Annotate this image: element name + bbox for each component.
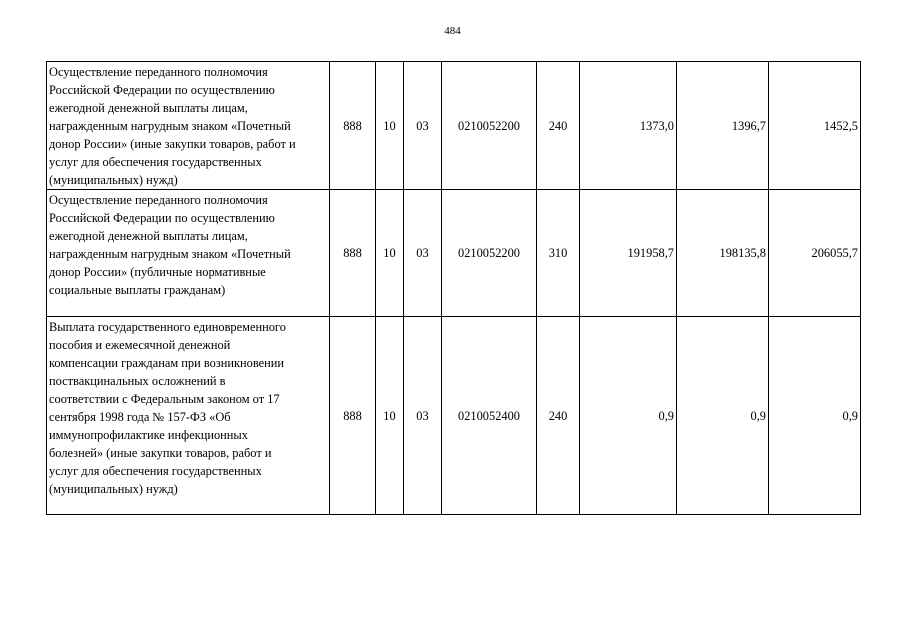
- section-code: 10: [376, 62, 404, 190]
- expense-type-code: 240: [537, 62, 580, 190]
- amount-year-3: 206055,7: [769, 190, 861, 317]
- expense-type-code: 310: [537, 190, 580, 317]
- amount-year-3: 0,9: [769, 317, 861, 515]
- amount-year-2: 198135,8: [677, 190, 769, 317]
- target-article-code: 0210052200: [442, 62, 537, 190]
- expense-description: Выплата государственного единовременного пособия и ежемесячной денежной компенсации гражданам при возникновении поствакцинальных осложнений в соответствии с Федеральным законом от 17 сентября 1998 года № 157-ФЗ «Об иммунопрофилактике инфекционных болезней» (иные закупки товаров, работ и услуг для обеспечения государственных (муниципальных) нужд): [47, 317, 330, 515]
- subsection-code: 03: [404, 190, 442, 317]
- ministry-code: 888: [330, 317, 376, 515]
- budget-table: [46, 61, 861, 515]
- page-number: 484: [444, 25, 461, 37]
- table-row: [47, 190, 861, 317]
- expense-description: Осуществление переданного полномочия Российской Федерации по осуществлению ежегодной денежной выплаты лицам, награжденным нагрудным знаком «Почетный донор России» (иные закупки товаров, работ и услуг для обеспечения государственных (муниципальных) нужд): [47, 62, 330, 190]
- expense-type-code: 240: [537, 317, 580, 515]
- section-code: 10: [376, 190, 404, 317]
- ministry-code: 888: [330, 62, 376, 190]
- table-row: [47, 62, 861, 190]
- amount-year-2: 0,9: [677, 317, 769, 515]
- target-article-code: 0210052400: [442, 317, 537, 515]
- subsection-code: 03: [404, 62, 442, 190]
- target-article-code: 0210052200: [442, 190, 537, 317]
- expense-description: Осуществление переданного полномочия Российской Федерации по осуществлению ежегодной денежной выплаты лицам, награжденным нагрудным знаком «Почетный донор России» (публичные нормативные социальные выплаты гражданам): [47, 190, 330, 317]
- amount-year-1: 1373,0: [580, 62, 677, 190]
- amount-year-1: 191958,7: [580, 190, 677, 317]
- amount-year-3: 1452,5: [769, 62, 861, 190]
- table-row: [47, 317, 861, 515]
- amount-year-2: 1396,7: [677, 62, 769, 190]
- section-code: 10: [376, 317, 404, 515]
- subsection-code: 03: [404, 317, 442, 515]
- amount-year-1: 0,9: [580, 317, 677, 515]
- ministry-code: 888: [330, 190, 376, 317]
